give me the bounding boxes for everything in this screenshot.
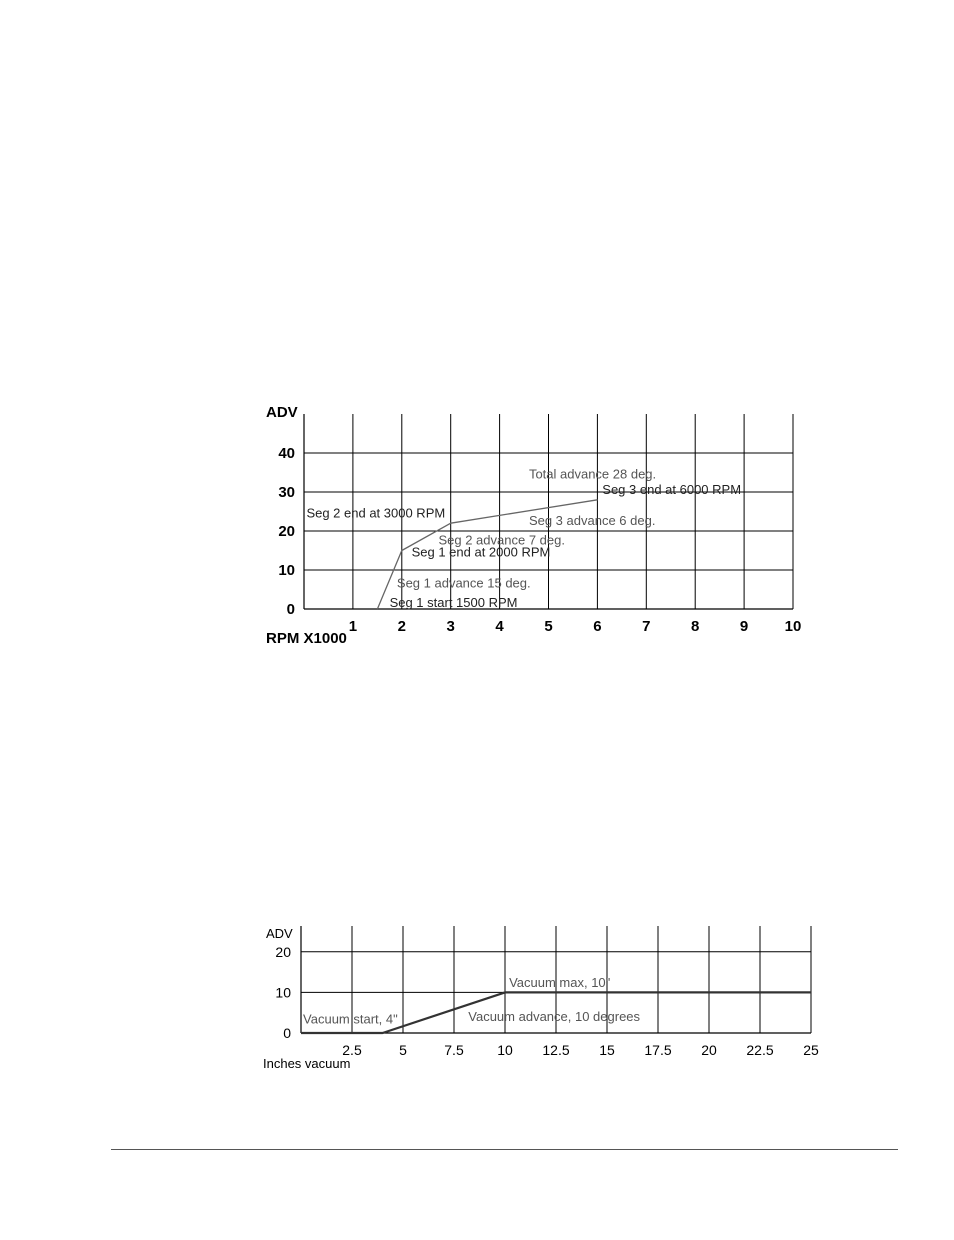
chart1-annotation: Seg 1 advance 15 deg. [396,575,531,591]
chart1-y-tick-label: 30 [278,484,295,501]
chart2-x-tick-label: 7.5 [444,1042,464,1058]
chart1-x-tick-label: 9 [739,618,749,635]
chart2-x-tick-label: 20 [701,1042,717,1058]
chart1-annotation: Seg 1 start 1500 RPM [389,595,518,611]
chart1-annotation: Seg 3 advance 6 deg. [528,513,656,529]
chart1-y-axis-label: ADV [266,404,298,421]
chart2-x-tick-label: 10 [497,1042,513,1058]
chart2-y-axis-label: ADV [266,926,293,941]
chart2-y-tick-label: 10 [275,984,291,1001]
chart2-annotation: Vacuum max, 10" [509,975,611,991]
chart2-x-tick-label: 12.5 [542,1042,570,1058]
chart2-y-tick-label: 0 [283,1025,291,1041]
chart1-x-tick-label: 1 [348,618,358,635]
chart1-annotation: Seg 2 advance 7 deg. [438,532,565,548]
chart1-x-tick-label: 3 [446,618,455,635]
chart1-x-tick-label: 10 [784,618,802,635]
chart1-annotation: Seg 3 end at 6000 RPM [602,481,742,497]
chart2-x-axis-label: Inches vacuum [263,1056,351,1071]
chart2-annotation: Vacuum advance, 10 degrees [468,1008,641,1024]
chart1-y-tick-label: 0 [286,601,295,618]
chart2-annotation: Vacuum start, 4" [303,1011,398,1027]
chart1-y-tick-label: 40 [278,445,295,462]
chart1-x-tick-label: 5 [544,618,553,635]
chart1-x-tick-label: 6 [593,618,602,635]
chart2-x-tick-label: 22.5 [746,1042,774,1058]
chart1-annotation: Seg 2 end at 3000 RPM [306,505,446,521]
chart2-x-tick-label: 5 [399,1042,407,1058]
chart2-x-tick-label: 15 [599,1042,615,1058]
chart2-y-tick-label: 20 [275,943,291,960]
footer-rule [111,1149,898,1150]
chart1-x-axis-label: RPM X1000 [266,630,347,647]
chart1-annotation: Seg 1 end at 2000 RPM [411,544,551,560]
chart1-y-tick-label: 20 [278,523,295,540]
chart1-x-tick-label: 7 [642,618,651,635]
chart1-annotation: Total advance 28 deg. [528,466,657,482]
chart2-x-tick-label: 17.5 [644,1042,672,1058]
chart1-x-tick-label: 4 [495,618,504,635]
chart2-x-tick-label: 25 [803,1042,819,1058]
chart1-x-tick-label: 8 [691,618,700,635]
chart2-x-tick-label: 2.5 [342,1042,362,1058]
chart1-y-tick-label: 10 [278,562,295,579]
chart1-x-tick-label: 2 [397,618,406,635]
